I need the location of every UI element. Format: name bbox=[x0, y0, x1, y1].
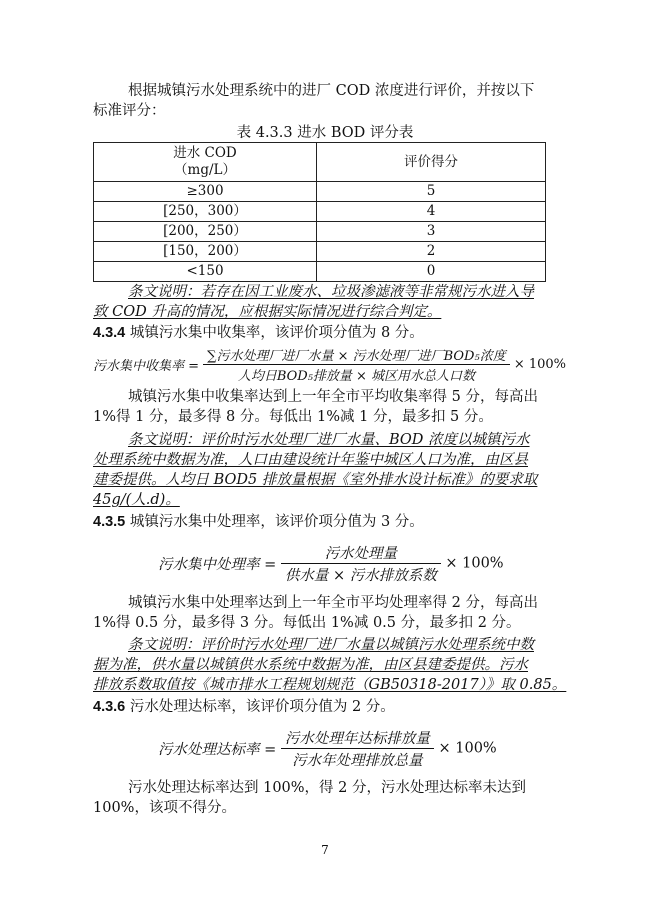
s434-para-line-2: 1%得 1 分，最多得 8 分。每低出 1%减 1 分，最多扣 5 分。 bbox=[93, 409, 493, 425]
section-4-3-5-heading bbox=[93, 512, 424, 532]
s436-para-line-1: 污水处理达标率达到 100%，得 2 分，污水处理达标率未达到 bbox=[128, 780, 527, 796]
section-title: 城镇污水集中处理率，该评价项分值为 3 分。 bbox=[125, 514, 424, 530]
table-caption: 表 4.3.3 进水 BOD 评分表 bbox=[236, 125, 414, 141]
intro-line-2: 标准评分： bbox=[93, 103, 166, 119]
s434-note-line-1: 条文说明：评价时污水处理厂进厂水量、BOD 浓度以城镇污水 bbox=[128, 432, 530, 448]
intro-line-1: 根据城镇污水处理系统中的进厂 COD 浓度进行评价，并按以下 bbox=[128, 83, 535, 99]
s434-note-line-4: 45g/(人.d)。 bbox=[93, 492, 180, 508]
note1-line-2: 致 COD 升高的情况，应根据实际情况进行综合判定。 bbox=[93, 304, 442, 320]
s434-note-line-2: 处理系统中数据为准，人口由建设统计年鉴中城区人口为准，由区县 bbox=[93, 452, 528, 468]
section-4-3-6-heading bbox=[93, 697, 395, 717]
page-number: 7 bbox=[321, 843, 329, 857]
note1-line-1: 条文说明：若存在因工业废水、垃圾渗滤液等非常规污水进入导 bbox=[128, 284, 534, 300]
header-score: 评价得分 bbox=[317, 143, 546, 182]
s434-note-line-3: 建委提供。人均日 BOD5 排放量根据《室外排水设计标准》的要求取 bbox=[93, 472, 538, 488]
row-score: 5 bbox=[317, 182, 546, 202]
row-range: [200，250） bbox=[94, 222, 317, 242]
formula-fraction bbox=[203, 345, 510, 384]
header-cod bbox=[94, 143, 317, 182]
table-row bbox=[94, 202, 546, 222]
row-range: ≥300 bbox=[94, 182, 317, 202]
formula-denominator: 人均日BOD₅排放量 × 城区用水总人口数 bbox=[237, 369, 476, 384]
s435-note-line-3: 排放系数取值按《城市排水工程规划规范（GB50318-2017）》取 0.85。 bbox=[93, 677, 567, 693]
section-4-3-4-heading bbox=[93, 323, 424, 343]
formula-numerator: 污水处理量 bbox=[281, 542, 441, 564]
table-row bbox=[94, 242, 546, 262]
formula-collection-rate bbox=[93, 345, 566, 384]
formula-percent: × 100% bbox=[445, 555, 504, 572]
section-number: 4.3.6 bbox=[93, 699, 126, 715]
formula-percent: × 100% bbox=[513, 357, 567, 372]
row-range: <150 bbox=[94, 262, 317, 282]
table-row bbox=[94, 182, 546, 202]
formula-denominator: 污水年处理排放总量 bbox=[292, 753, 423, 769]
table-header-row bbox=[94, 143, 546, 182]
formula-lhs: 污水处理达标率 = bbox=[158, 742, 277, 758]
formula-numerator: ∑污水处理厂进厂水量 × 污水处理厂进厂BOD₅浓度 bbox=[203, 345, 510, 365]
table-row bbox=[94, 222, 546, 242]
formula-lhs: 污水集中处理率 = bbox=[158, 557, 277, 573]
s435-note-line-2: 据为准，供水量以城镇供水系统中数据为准，由区县建委提供。污水 bbox=[93, 657, 528, 673]
header-cod-line2: （mg/L） bbox=[174, 162, 236, 178]
score-table bbox=[93, 142, 546, 282]
formula-compliance-rate bbox=[158, 727, 497, 770]
row-score: 3 bbox=[317, 222, 546, 242]
s435-para-line-2: 1%得 0.5 分，最多得 3 分。每低出 1%减 0.5 分，最多扣 2 分。 bbox=[93, 615, 521, 631]
row-range: [250，300） bbox=[94, 202, 317, 222]
row-score: 2 bbox=[317, 242, 546, 262]
formula-numerator: 污水处理年达标排放量 bbox=[281, 727, 434, 749]
row-score: 0 bbox=[317, 262, 546, 282]
row-range: [150，200） bbox=[94, 242, 317, 262]
formula-denominator: 供水量 × 污水排放系数 bbox=[284, 568, 437, 584]
formula-fraction bbox=[281, 727, 434, 770]
row-score: 4 bbox=[317, 202, 546, 222]
s434-para-line-1: 城镇污水集中收集率达到上一年全市平均收集率得 5 分，每高出 bbox=[128, 389, 538, 405]
section-number: 4.3.4 bbox=[93, 325, 126, 341]
s436-para-line-2: 100%，该项不得分。 bbox=[93, 800, 236, 816]
header-cod-line1: 进水 COD bbox=[173, 145, 237, 161]
section-title: 污水处理达标率，该评价项分值为 2 分。 bbox=[125, 699, 395, 715]
formula-treatment-rate bbox=[158, 542, 504, 585]
formula-fraction bbox=[281, 542, 441, 585]
section-number: 4.3.5 bbox=[93, 514, 126, 530]
s435-note-line-1: 条文说明：评价时污水处理厂进厂水量以城镇污水处理系统中数 bbox=[128, 637, 534, 653]
s435-para-line-1: 城镇污水集中处理率达到上一年全市平均处理率得 2 分，每高出 bbox=[128, 595, 538, 611]
section-title: 城镇污水集中收集率，该评价项分值为 8 分。 bbox=[125, 325, 424, 341]
formula-lhs: 污水集中收集率 = bbox=[93, 359, 200, 374]
table-row bbox=[94, 262, 546, 282]
formula-percent: × 100% bbox=[438, 740, 497, 757]
